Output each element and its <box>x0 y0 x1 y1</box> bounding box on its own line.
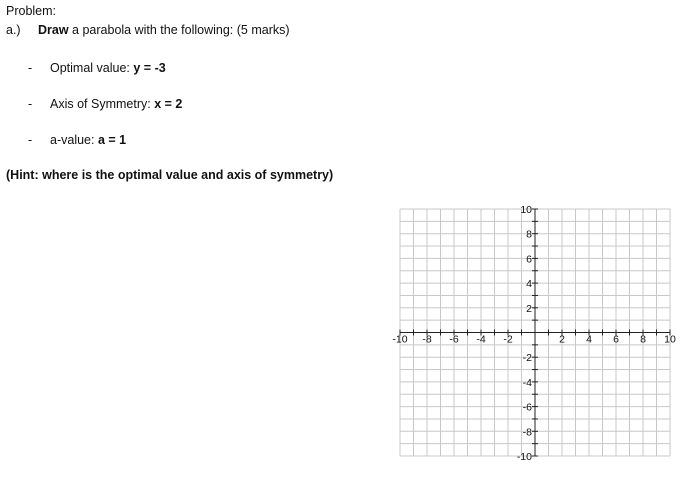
bullet-value: y = -3 <box>133 61 166 75</box>
x-tick-label: 6 <box>613 333 619 346</box>
instruction-rest: a parabola with the following: (5 marks) <box>68 23 290 37</box>
y-tick-label: -4 <box>522 376 532 389</box>
tick-labels <box>392 204 676 463</box>
coordinate-grid[interactable] <box>380 200 683 477</box>
x-tick-label: -2 <box>503 333 513 346</box>
bullet-label: Optimal value: <box>50 61 134 75</box>
y-tick-label: 8 <box>526 228 532 241</box>
y-tick-label: -2 <box>522 352 532 365</box>
instruction-text <box>38 23 290 37</box>
y-tick-label: -8 <box>522 426 532 439</box>
y-tick-label: 10 <box>520 204 532 216</box>
y-tick-label: -10 <box>516 451 532 463</box>
bullet-value: x = 2 <box>154 97 183 111</box>
x-tick-label: -8 <box>422 333 432 346</box>
bullet-label: Axis of Symmetry: <box>50 97 155 111</box>
bullet-text <box>50 97 182 111</box>
bullet-label: a-value: <box>50 133 98 147</box>
bullet-dash: - <box>28 61 33 75</box>
grid-svg[interactable] <box>380 200 683 477</box>
bullet-value: a = 1 <box>97 133 127 147</box>
y-tick-label: 4 <box>526 278 532 291</box>
y-tick-label: 2 <box>526 302 532 315</box>
x-tick-label: -10 <box>392 333 408 346</box>
x-tick-label: 8 <box>640 333 646 346</box>
x-tick-label: 2 <box>559 333 565 346</box>
bullet-dash: - <box>28 97 33 111</box>
bullet-text <box>50 133 126 147</box>
problem-heading: Problem: <box>6 4 57 18</box>
bullet-dash: - <box>28 133 33 147</box>
y-tick-label: 6 <box>526 253 532 266</box>
hint-text: (Hint: where is the optimal value and axis of symmetry) <box>6 168 334 182</box>
part-label: a.) <box>6 23 21 37</box>
y-tick-label: -6 <box>522 401 532 414</box>
x-tick-label: -6 <box>449 333 459 346</box>
instruction-bold: Draw <box>38 23 69 37</box>
x-tick-label: -4 <box>476 333 486 346</box>
x-tick-label: 4 <box>586 333 592 346</box>
x-tick-label: 10 <box>664 333 676 346</box>
bullet-text <box>50 61 166 75</box>
